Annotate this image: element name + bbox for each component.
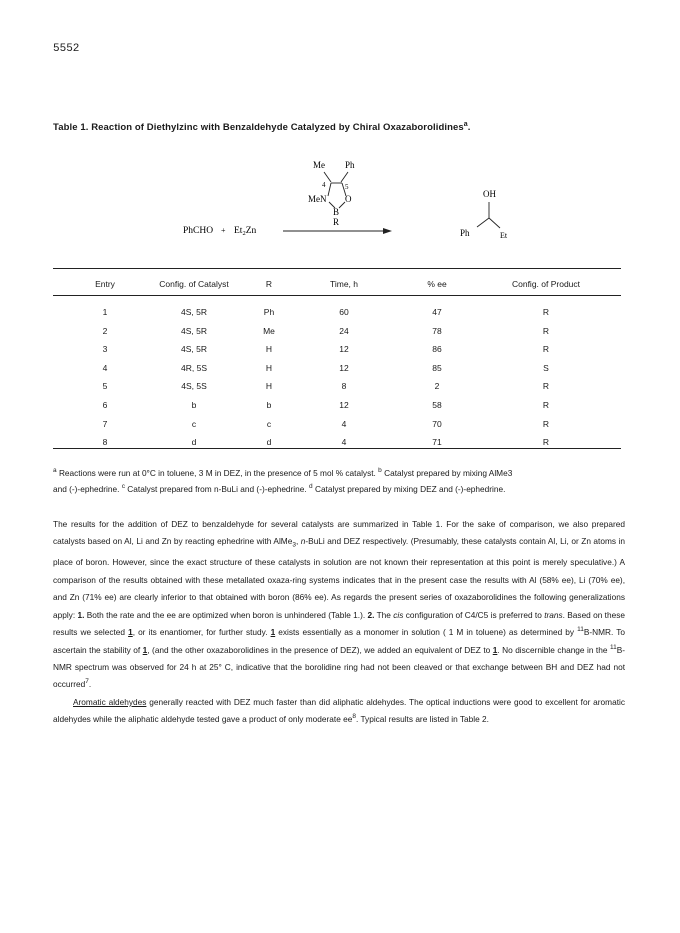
col-header-entry: Entry	[95, 279, 115, 289]
cell-catalyst: 4S, 5R	[181, 325, 207, 336]
table-footnotes: $^a$ Reactions were run at 0°C in toluene, 3 M in DEZ, in the presence of 5 mol % catalyst. $^b$ Catalyst prepared by mixing AlMe3 and (-)-ephedrine. $^c$ Catalyst prepared from n-BuLi and (-)-ephedrine. $^d$ Catalyst prepared by mixing DEZ and (-)-ephedrine.	[53, 467, 513, 494]
cell-ee: 47	[432, 307, 442, 317]
cell-product: S	[543, 362, 549, 373]
reactant-2: Et	[234, 226, 243, 236]
table-row	[53, 400, 621, 418]
cell-product: R	[542, 307, 550, 317]
cell-r: H	[265, 381, 273, 392]
reaction-scheme	[0, 150, 680, 250]
cell-catalyst: c	[191, 418, 197, 429]
cell-entry: 6	[102, 400, 108, 410]
cell-product: R	[542, 418, 550, 429]
cell-r: Me	[263, 325, 275, 336]
cell-entry: 8	[102, 437, 108, 448]
col-header-time: Time, h	[329, 279, 359, 289]
cell-time: 12	[339, 344, 349, 355]
cell-product: R	[542, 344, 550, 355]
cell-ee: 70	[432, 418, 442, 429]
cell-product: R	[542, 437, 550, 448]
table-row	[53, 326, 621, 344]
col-header-catalyst: Config. of Catalyst	[159, 279, 229, 289]
table-row	[53, 363, 621, 381]
cell-catalyst: b	[191, 400, 197, 410]
cat-o: O	[345, 194, 352, 204]
body-text	[53, 516, 625, 729]
reactant-1: PhCHO	[183, 226, 214, 236]
cell-time: 4	[341, 437, 347, 448]
col-header-r: R	[265, 279, 273, 289]
cell-ee: 2	[434, 381, 440, 392]
table-row	[53, 307, 621, 325]
cell-r: b	[266, 400, 272, 410]
cat-num5: 5	[345, 183, 349, 191]
table-row	[53, 437, 621, 455]
cell-time: 12	[339, 400, 349, 410]
cell-entry: 4	[102, 362, 108, 373]
plus-sign: +	[221, 226, 226, 235]
reactant-2-end: Zn	[245, 226, 257, 236]
prod-ph: Ph	[460, 228, 470, 238]
cell-entry: 1	[102, 307, 108, 317]
cat-men: MeN	[308, 194, 327, 204]
cell-product: R	[542, 400, 550, 410]
cell-time: 8	[341, 381, 347, 392]
cell-entry: 5	[102, 381, 108, 392]
cell-product: R	[542, 381, 550, 392]
cell-r: H	[265, 344, 273, 355]
cell-ee: 71	[432, 437, 442, 448]
cell-catalyst: 4S, 5S	[181, 381, 207, 392]
reactant-2-sub: 2	[242, 230, 246, 237]
cell-ee: 86	[432, 344, 442, 355]
col-header-ee: % ee	[427, 279, 447, 289]
table-title: Table 1. Reaction of Diethylzinc with Benzaldehyde Catalyzed by Chiral Oxazaborolidines$^a$.	[53, 121, 471, 134]
cell-time: 60	[339, 307, 349, 317]
cell-r: Ph	[263, 307, 275, 317]
cat-ph: Ph	[345, 160, 355, 170]
cell-time: 12	[339, 362, 349, 373]
cell-product: R	[542, 325, 550, 336]
paragraph-2: Aromatic aldehydes generally reacted with DEZ much faster than did aliphatic aldehydes. The optical inductions were good to excellent for aromatic aldehydes while the aliphatic aldehyde tested gave a product of only moderate $ee^8$. Typical results are listed in Table 2.	[53, 696, 625, 725]
col-header-product: Config. of Product	[511, 279, 581, 289]
cell-r: H	[265, 362, 273, 373]
cell-ee: 85	[432, 362, 442, 373]
paragraph-1: The results for the addition of DEZ to benzaldehyde for several catalysts are summarized in Table 1. For the sake of comparison, we also prepared catalysts based on Al, Li and Zn by reacting ephedrine with AlMe$_3$, n-BuLi and DEZ respectively. (Presumably, these catalysts contain Al, Li, or Zn atoms in place of boron. However, since the exact structure of these catalysts in solution are not known their representation at this point is merely speculative.) A comparison of the results obtained with these metallated oxaza-ring systems indicates that in the present case the results with Al (58% ee), Li (70% ee), and Zn (71% ee) are clearly inferior to that obtained with boron (86% ee). As regards the present series of oxazaborolidines the following generalizations apply: 1. Both the rate and the ee are optimized when boron is unhindered (Table 1.). 2. The cis configuration of C4/C5 is preferred to trans. Based on these results we selected 1, or its enantiomer, for further study. 1 exists essentially as a monomer in solution ( 1 M in toluene) as determined by $^{11}$B-NMR. To ascertain the stability of 1, (and the other oxazaborolidines in the presence of DEZ), we added an equivalent of DEZ to 1. No discernible change in the $^{11}$B-NMR spectrum was observed for 24 h at 25° C, indicative that the borolidine ring had not been cleaved or that exchange between BH and DEZ had not occurred$^7$.	[53, 519, 625, 690]
cell-entry: 2	[102, 325, 108, 336]
prod-et: Et	[500, 231, 508, 240]
table-row	[53, 344, 621, 362]
prod-oh: OH	[483, 189, 496, 199]
cell-ee: 58	[432, 400, 442, 410]
cell-catalyst: d	[191, 437, 197, 448]
cat-r: R	[333, 217, 340, 227]
table-row	[53, 419, 621, 437]
cell-catalyst: 4S, 5R	[181, 307, 207, 317]
cell-ee: 78	[432, 325, 442, 336]
table-row	[53, 381, 621, 399]
cell-catalyst: 4S, 5R	[181, 344, 207, 355]
cell-entry: 7	[102, 418, 108, 429]
cell-catalyst: 4R, 5S	[181, 362, 207, 373]
cat-me: Me	[313, 160, 325, 170]
cell-r: c	[266, 418, 272, 429]
cell-r: d	[266, 437, 272, 448]
page-number: 5552	[53, 43, 80, 55]
cat-num4: 4	[322, 181, 326, 189]
cell-time: 24	[339, 325, 349, 336]
cell-time: 4	[341, 418, 347, 429]
cell-entry: 3	[102, 344, 108, 355]
cat-b: B	[333, 207, 340, 217]
svg-text:Et2Zn	[234, 226, 257, 237]
